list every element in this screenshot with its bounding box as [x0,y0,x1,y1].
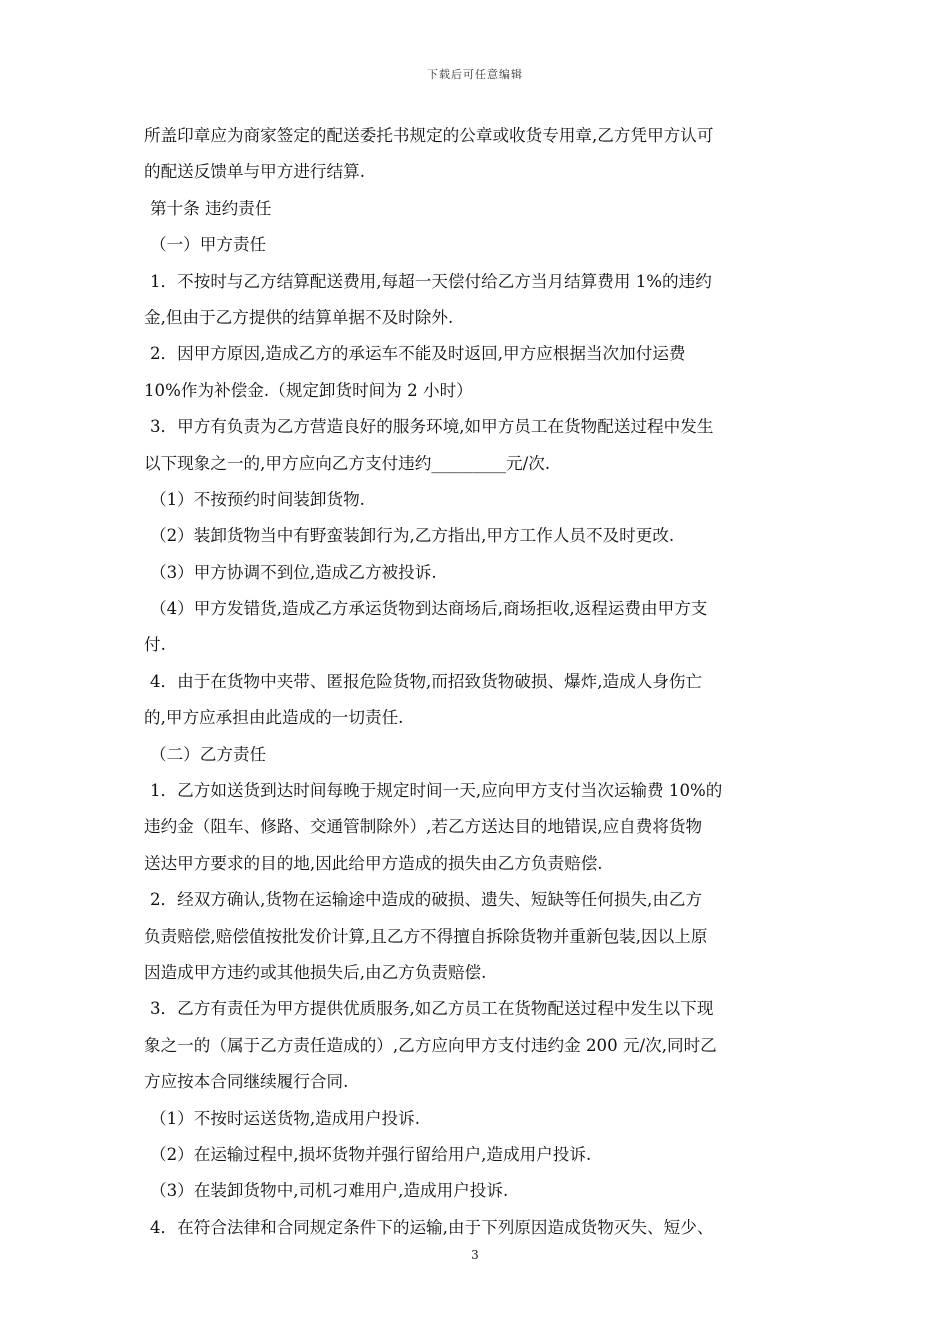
text-line: 第十条 违约责任 [150,198,272,218]
text-line: 的,甲方应承担由此造成的一切责任. [144,708,404,728]
page-number: 3 [471,1248,479,1262]
text-line: 3．乙方有责任为甲方提供优质服务,如乙方员工在货物配送过程中发生以下现 [150,999,714,1019]
text-line: 所盖印章应为商家签定的配送委托书规定的公章或收货专用章,乙方凭甲方认可 [144,126,714,145]
text-line: 2．因甲方原因,造成乙方的承运车不能及时返回,甲方应根据当次加付运费 [150,344,686,364]
document-body [144,118,814,1246]
text-line: 1．乙方如送货到达时间每晚于规定时间一天,应向甲方支付当次运输费 10%的 [150,781,723,801]
text-line: 4．由于在货物中夹带、匿报危险货物,而招致货物破损、爆炸,造成人身伤亡 [150,671,703,691]
text-line: 方应按本合同继续履行合同. [144,1072,349,1092]
text-line: 的配送反馈单与甲方进行结算. [144,162,365,182]
text-line: 负责赔偿,赔偿值按批发价计算,且乙方不得擅自拆除货物并重新包装,因以上原 [144,926,708,946]
text-line: （2）装卸货物当中有野蛮装卸行为,乙方指出,甲方工作人员不及时更改. [150,526,675,546]
text-line: （二）乙方责任 [150,744,267,764]
text-line: （2）在运输过程中,损坏货物并强行留给用户,造成用户投诉. [150,1144,592,1164]
text-line: 2．经双方确认,货物在运输途中造成的破损、遗失、短缺等任何损失,由乙方 [150,890,703,910]
text-line: （3）甲方协调不到位,造成乙方被投诉. [150,562,437,582]
text-line: 4．在符合法律和合同规定条件下的运输,由于下列原因造成货物灭失、短少、 [150,1217,714,1237]
text-line: 因造成甲方违约或其他损失后,由乙方负责赔偿. [144,962,487,982]
text-line: 3．甲方有负责为乙方营造良好的服务环境,如甲方员工在货物配送过程中发生 [150,417,714,437]
text-line: （1）不按预约时间装卸货物. [150,489,365,509]
text-line: （1）不按时运送货物,造成用户投诉. [150,1108,421,1128]
text-line: 违约金（阻车、修路、交通管制除外）,若乙方送达目的地错误,应自费将货物 [144,817,703,837]
text-line: 送达甲方要求的目的地,因此给甲方造成的损失由乙方负责赔偿. [144,853,603,873]
page-header: 下载后可任意编辑 [427,68,523,81]
text-line: 10%作为补偿金.（规定卸货时间为 2 小时） [144,380,473,400]
text-line: 象之一的（属于乙方责任造成的）,乙方应向甲方支付违约金 200 元/次,同时乙 [144,1035,717,1055]
text-line: 金,但由于乙方提供的结算单据不及时除外. [144,307,454,327]
text-line: （3）在装卸货物中,司机刁难用户,造成用户投诉. [150,1181,509,1201]
text-line: 以下现象之一的,甲方应向乙方支付违约_________元/次. [144,453,551,473]
text-line: 1．不按时与乙方结算配送费用,每超一天偿付给乙方当月结算费用 1%的违约 [150,271,712,291]
text-line: 付. [144,635,166,655]
text-line: （4）甲方发错货,造成乙方承运货物到达商场后,商场拒收,返程运费由甲方支 [150,599,708,619]
text-line: （一）甲方责任 [150,235,267,255]
